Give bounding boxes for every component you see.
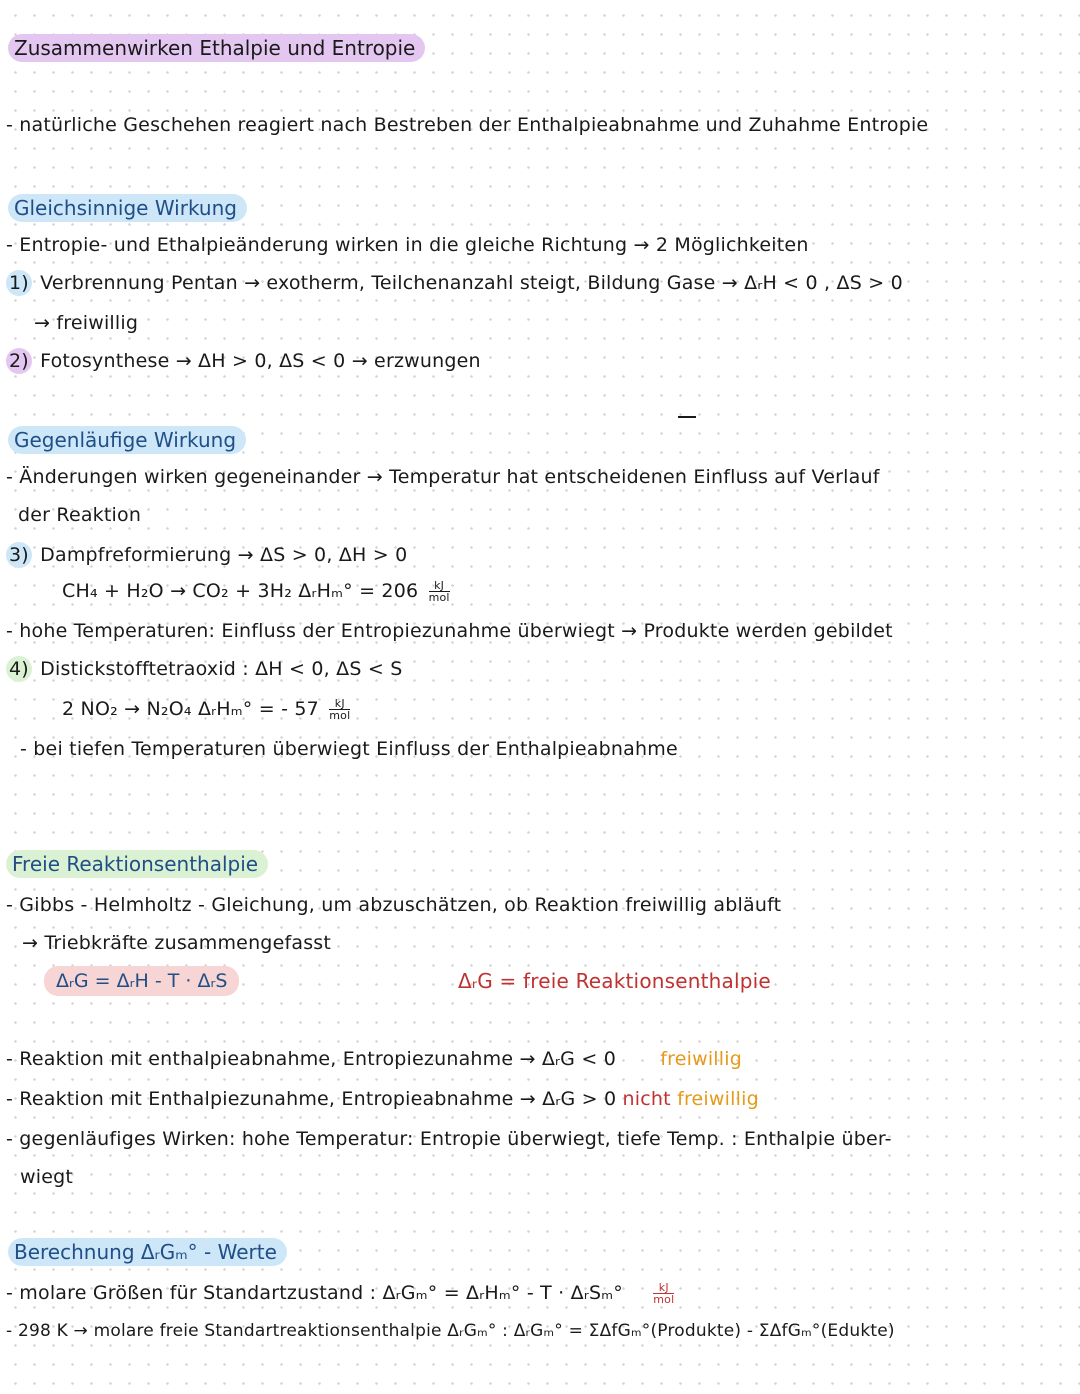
unit-denominator: mol (653, 1293, 675, 1306)
bullet-2 (6, 1086, 759, 1112)
gegen-line-3: - hohe Temperaturen: Einfluss der Entropiezunahme überwiegt → Produkte werden gebildet (6, 620, 893, 642)
gegen-item-3 (6, 542, 407, 568)
free-enthalpy-definition: ΔᵣG = freie Reaktionsenthalpie (458, 969, 771, 993)
bullet-2-text: - Reaktion mit Enthalpiezunahme, Entropieabnahme → ΔᵣG > 0 (6, 1088, 617, 1110)
section-heading-gleichsinnig: Gleichsinnige Wirkung (8, 194, 247, 222)
gleich-item-1 (6, 270, 903, 296)
gegen-item-4 (6, 656, 402, 682)
section-heading-freie: Freie Reaktionsenthalpie (6, 850, 268, 878)
gegen-line-1: - Änderungen wirken gegeneinander → Temperatur hat entscheidenen Einfluss auf Verlauf (6, 466, 880, 488)
gleich-item-1-text: Verbrennung Pentan → exotherm, Teilchenanzahl steigt, Bildung Gase → ΔᵣH < 0 , ΔS > 0 (40, 272, 903, 294)
gegen-line-4: - bei tiefen Temperaturen überwiegt Einfluss der Enthalpieabnahme (20, 738, 678, 760)
stray-dash (678, 416, 696, 418)
berech-line-1 (6, 1280, 674, 1306)
equation-text: CH₄ + H₂O → CO₂ + 3H₂ ΔᵣHₘ° = 206 (62, 580, 419, 602)
gegen-line-2: der Reaktion (18, 504, 142, 526)
gleich-item-1b: → freiwillig (34, 312, 139, 334)
bullet-3b: wiegt (20, 1166, 74, 1188)
unit-denominator: mol (428, 591, 450, 604)
item-number-3: 3) (6, 542, 32, 568)
berech-line-2: - 298 K → molare freie Standartreaktionsenthalpie ΔᵣGₘ° : ΔᵣGₘ° = ΣΔfGₘ°(Produkte) - ΣΔfGₘ°(Edukte) (6, 1321, 895, 1341)
gleich-line-1: - Entropie- und Ethalpieänderung wirken in die gleiche Richtung → 2 Möglichkeiten (6, 234, 809, 256)
equation-text: 2 NO₂ → N₂O₄ ΔᵣHₘ° = - 57 (62, 698, 319, 720)
unit-fraction (653, 1282, 674, 1305)
berech-line-1-text: - molare Größen für Standartzustand : ΔᵣGₘ° = ΔᵣHₘ° - T · ΔᵣSₘ° (6, 1282, 623, 1304)
unit-fraction (329, 698, 350, 721)
tag-nicht: nicht (622, 1088, 671, 1110)
bullet-1 (6, 1046, 742, 1072)
freie-line-1: - Gibbs - Helmholtz - Gleichung, um abzuschätzen, ob Reaktion freiwillig abläuft (6, 894, 782, 916)
unit-numerator: kJ (429, 580, 450, 592)
section-heading-berechnung: Berechnung ΔᵣGₘ° - Werte (8, 1238, 287, 1266)
gegen-item-4-text: Distickstofftetraoxid : ΔH < 0, ΔS < S (40, 658, 403, 680)
unit-fraction (429, 580, 450, 603)
page-title: Zusammenwirken Ethalpie und Entropie (8, 34, 425, 62)
equation-dampfreformierung (62, 578, 450, 604)
item-number-2: 2) (6, 348, 32, 374)
equation-distickstoff (62, 696, 350, 722)
bullet-3: - gegenläufiges Wirken: hohe Temperatur: Entropie überwiegt, tiefe Temp. : Enthalpie über- (6, 1128, 892, 1150)
bullet-1-text: - Reaktion mit enthalpieabnahme, Entropiezunahme → ΔᵣG < 0 (6, 1048, 616, 1070)
gegen-item-3-text: Dampfreformierung → ΔS > 0, ΔH > 0 (40, 544, 408, 566)
item-number-4: 4) (6, 656, 32, 682)
gleich-item-2 (6, 348, 481, 374)
tag-freiwillig: freiwillig (660, 1048, 743, 1070)
gleich-item-2-text: Fotosynthese → ΔH > 0, ΔS < 0 → erzwungen (40, 350, 481, 372)
intro-line: - natürliche Geschehen reagiert nach Bestreben der Enthalpieabnahme und Zuhahme Entropie (6, 114, 929, 136)
freie-line-2: → Triebkräfte zusammengefasst (22, 932, 332, 954)
section-heading-gegenlaeufig: Gegenläufige Wirkung (8, 426, 246, 454)
unit-numerator: kJ (329, 698, 350, 710)
unit-denominator: mol (329, 709, 351, 722)
gibbs-helmholtz-formula: ΔᵣG = ΔᵣH - T · ΔᵣS (44, 966, 239, 996)
tag-freiwillig-2: freiwillig (677, 1088, 759, 1110)
item-number-1: 1) (6, 270, 32, 296)
unit-numerator: kJ (653, 1282, 674, 1294)
